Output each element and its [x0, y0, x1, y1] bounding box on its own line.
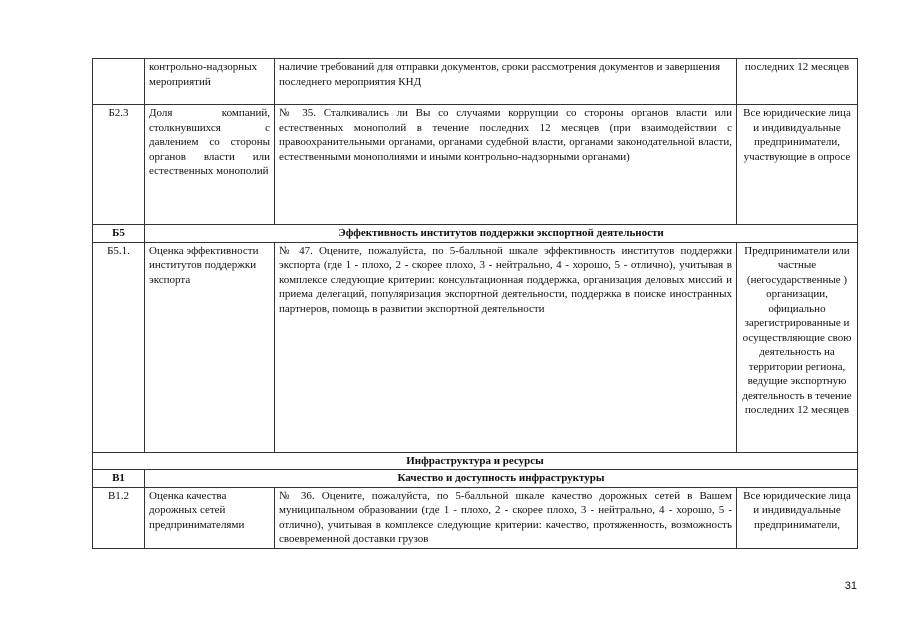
respondents: Все юридические лица и индивидуальные предприниматели, [737, 487, 858, 548]
survey-question: наличие требований для отправки документов, сроки рассмотрения документов и завершения последнего мероприятия КНД [275, 59, 737, 105]
row-code: Б2.3 [93, 105, 145, 225]
section-title: Качество и доступность инфраструктуры [145, 470, 858, 488]
indicator-name: Оценка качества дорожных сетей предпринимателями [145, 487, 275, 548]
page-number: 31 [844, 580, 857, 592]
indicators-table [92, 58, 858, 549]
section-code: Б5 [93, 225, 145, 243]
survey-question: № 35. Сталкивались ли Вы со случаями коррупции со стороны органов власти или естественных монополий в течение последних 12 месяцев (при взаимодействии с правоохранительными органами, органами судебной власти, органами законодательной власти, естественными монополиями и иными контрольно-надзорными органами) [275, 105, 737, 225]
respondents: Предприниматели или частные (негосударственные ) организации, официально зарегистрированные и осуществляющие свою деятельность на территории региона, ведущие экспортную деятельность в течение последних 12 месяцев [737, 242, 858, 452]
row-code: В1.2 [93, 487, 145, 548]
respondents: последних 12 месяцев [737, 59, 858, 105]
section-row-b5 [93, 225, 858, 243]
row-code [93, 59, 145, 105]
section-title: Эффективность институтов поддержки экспортной деятельности [145, 225, 858, 243]
table-row-v1-2 [93, 487, 858, 548]
survey-question: № 47. Оцените, пожалуйста, по 5-балльной шкале эффективность институтов поддержки экспорта (где 1 - плохо, 2 - скорее плохо, 3 - нейтрально, 4 - хорошо, 5 - отлично), учитывая в комплексе следующие критерии: консультационная поддержка, организация деловых миссий и приема делегаций, популяризация экспортной деятельности, поддержка в поиске иностранных партнеров, помощь в развитии экспортной деятельности [275, 242, 737, 452]
survey-question: № 36. Оцените, пожалуйста, по 5-балльной шкале качество дорожных сетей в Вашем муниципальном образовании (где 1 - плохо, 2 - скорее плохо, 3 - нейтрально, 4 - хорошо, 5 - отлично), учитывая в комплексе следующие критерии: качество, протяженность, возможность своевременной доставки грузов [275, 487, 737, 548]
indicator-name: контрольно-надзорных мероприятий [145, 59, 275, 105]
respondents: Все юридические лица и индивидуальные предприниматели, участвующие в опросе [737, 105, 858, 225]
section-row-infrastructure [93, 452, 858, 470]
section-title: Инфраструктура и ресурсы [93, 452, 858, 470]
row-code: Б5.1. [93, 242, 145, 452]
indicator-name: Оценка эффективности институтов поддержки экспорта [145, 242, 275, 452]
table-row-b2-3 [93, 105, 858, 225]
section-code: В1 [93, 470, 145, 488]
section-row-v1 [93, 470, 858, 488]
table-row-b5-1 [93, 242, 858, 452]
table-row-continuation [93, 59, 858, 105]
indicator-name: Доля компаний, столкнувшихся с давлением со стороны органов власти или естественных монополий [145, 105, 275, 225]
